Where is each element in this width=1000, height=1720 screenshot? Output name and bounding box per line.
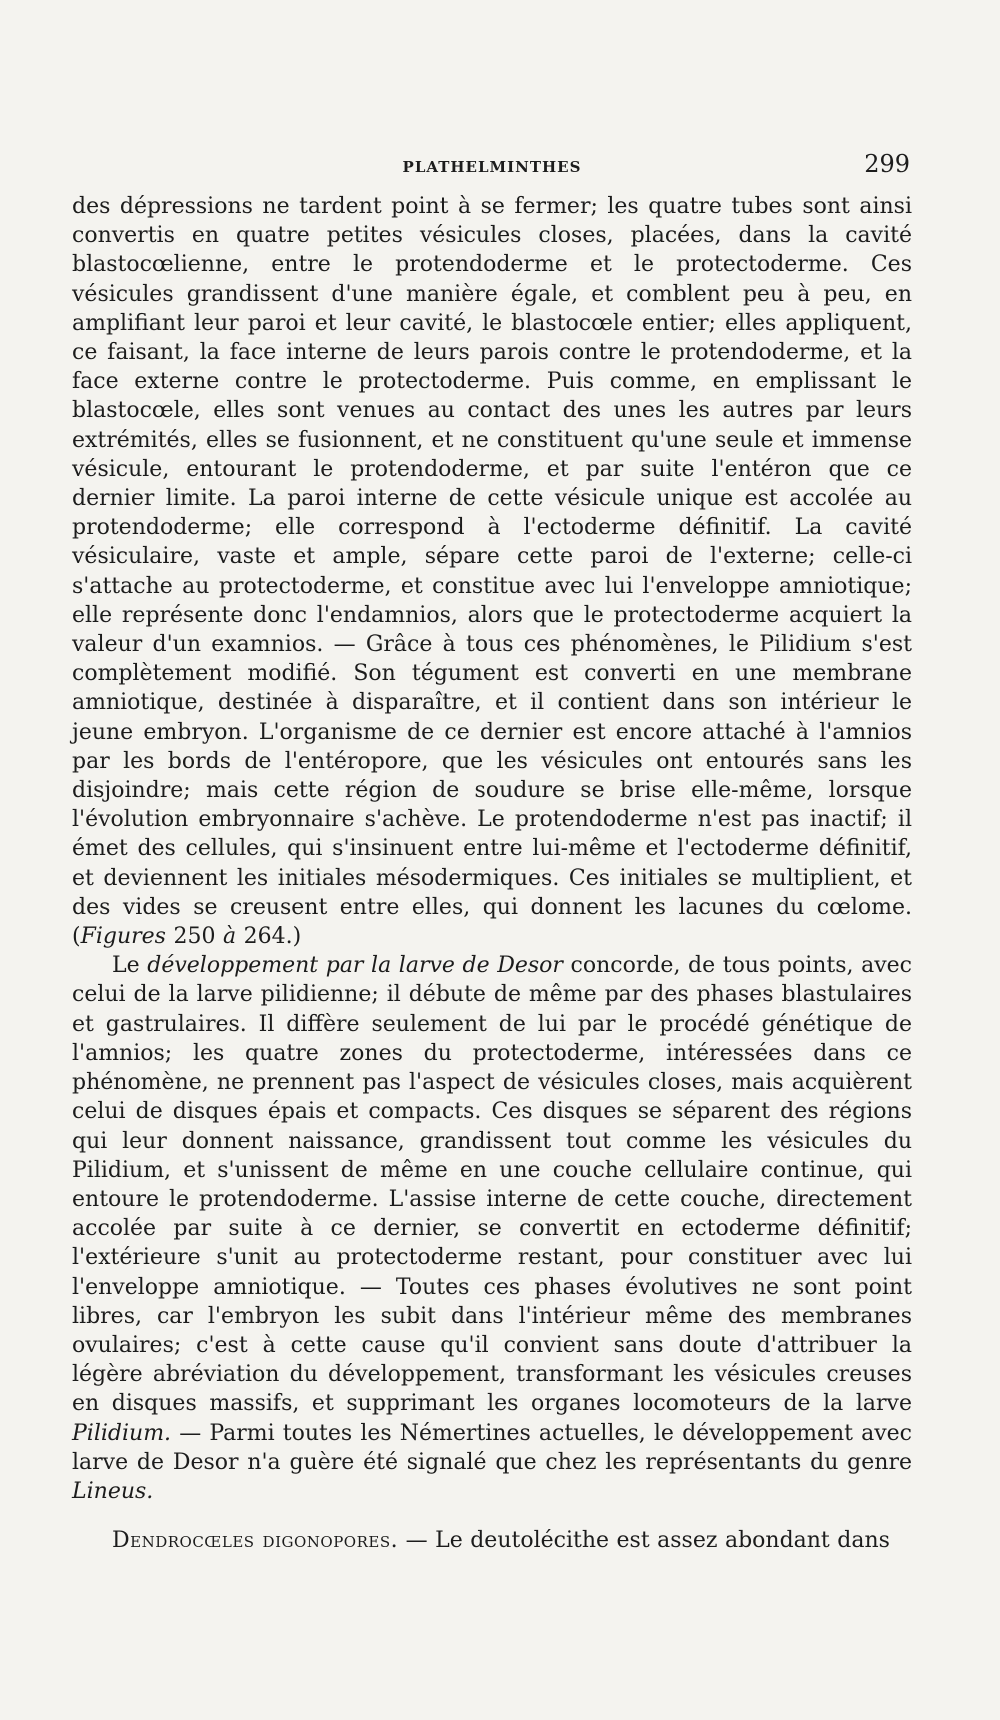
running-title: PLATHELMINTHES bbox=[402, 158, 582, 176]
paragraph bbox=[72, 1526, 912, 1555]
text-segment: Le bbox=[112, 953, 148, 979]
text-segment: concorde, de tous points, avec celui de la larve pilidienne; il débute de même par des phases blastulaires et gastrulaires. Il diffère seulement de lui par le procédé génétique de l'amnios; les quatre zones du protectoderme, intéressées dans ce phénomène, ne prennent pas l'aspect de vésicules closes, mais acquièrent celui de disques épais et compacts. Ces disques se séparent des régions qui leur donnent naissance, grandissent tout comme les vésicules du Pilidium, et s'unissent de même en une couche cellulaire continue, qui entoure le protendoderme. L'assise interne de cette couche, directement accolée par suite à ce dernier, se convertit en ectoderme définitif; l'extérieure s'unit au protectoderme restant, pour constituer avec lui l'enveloppe amniotique. — Toutes ces phases évolutives ne sont point libres, car l'embryon les subit dans l'intérieur même des membranes ovulaires; c'est à cette cause qu'il convient sans doute d'attribuer la légère abréviation du développement, transformant les vésicules creuses en disques massifs, et supprimant les organes locomoteurs de la larve bbox=[72, 953, 913, 1417]
text-segment: des dépressions ne tardent point à se fermer; les quatre tubes sont ainsi convertis en quatre petites vésicules closes, placées, dans la cavité blastocœlienne, entre le protendoderme et le protectoderme. Ces vésicules grandissent d'une manière égale, et comblent peu à peu, en amplifiant leur paroi et leur cavité, le blastocœle entier; elles appliquent, ce faisant, la face interne de leurs parois contre le protendoderme, et la face externe contre le protectoderme. Puis comme, en emplissant le blastocœle, elles sont venues au contact des unes les autres par leurs extrémités, elles se fusionnent, et ne constituent qu'une seule et immense vésicule, entourant le protendoderme, et par suite l'entéron que ce dernier limite. La paroi interne de cette vésicule unique est accolée au protendoderme; elle correspond à l'ectoderme définitif. La cavité vésiculaire, vaste et ample, sépare cette paroi de l'externe; celle-ci s'attache au protectoderme, et constitue avec lui l'enveloppe amniotique; elle représente donc l'endamnios, alors que le protectoderme acquiert la valeur d'un examnios. — Grâce à tous ces phénomènes, le Pilidium s'est complètement modifié. Son tégument est converti en une membrane amniotique, destinée à disparaître, et il contient dans son intérieur le jeune embryon. L'organisme de ce dernier est encore attaché à l'amnios par les bords de l'entéropore, que les vésicules ont entourés sans les disjoindre; mais cette région de soudure se brise elle-même, lorsque l'évolution embryonnaire s'achève. Le protendoderme n'est pas inactif; il émet des cellules, qui s'insinuent entre lui-même et l'ectoderme définitif, et deviennent les initiales mésodermiques. Ces initiales se multiplient, et des vides se creusent entre elles, qui donnent les lacunes du cœlome. ( bbox=[72, 194, 912, 950]
text-segment: Pilidium. bbox=[72, 1420, 172, 1446]
text-segment: 264.) bbox=[236, 924, 302, 950]
text-segment: Dendrocœles digonopores. bbox=[112, 1528, 399, 1554]
page-number: 299 bbox=[864, 150, 910, 178]
running-head bbox=[72, 150, 912, 190]
text-segment: 250 bbox=[165, 924, 223, 950]
text-segment: Figures bbox=[80, 924, 166, 950]
book-page bbox=[72, 150, 912, 1555]
body-text bbox=[72, 192, 912, 1555]
text-segment: — Parmi toutes les Némertines actuelles, le développement avec larve de Desor n'a guère été signalé que chez les représentants du genre bbox=[72, 1420, 912, 1475]
paragraph bbox=[72, 192, 912, 951]
paragraph bbox=[72, 951, 912, 1506]
text-segment: à bbox=[222, 924, 237, 950]
text-segment: — Le deutolécithe est assez abondant dans bbox=[398, 1528, 890, 1554]
text-segment: développement par la larve de Desor bbox=[147, 953, 563, 979]
text-segment: Lineus. bbox=[72, 1478, 154, 1504]
